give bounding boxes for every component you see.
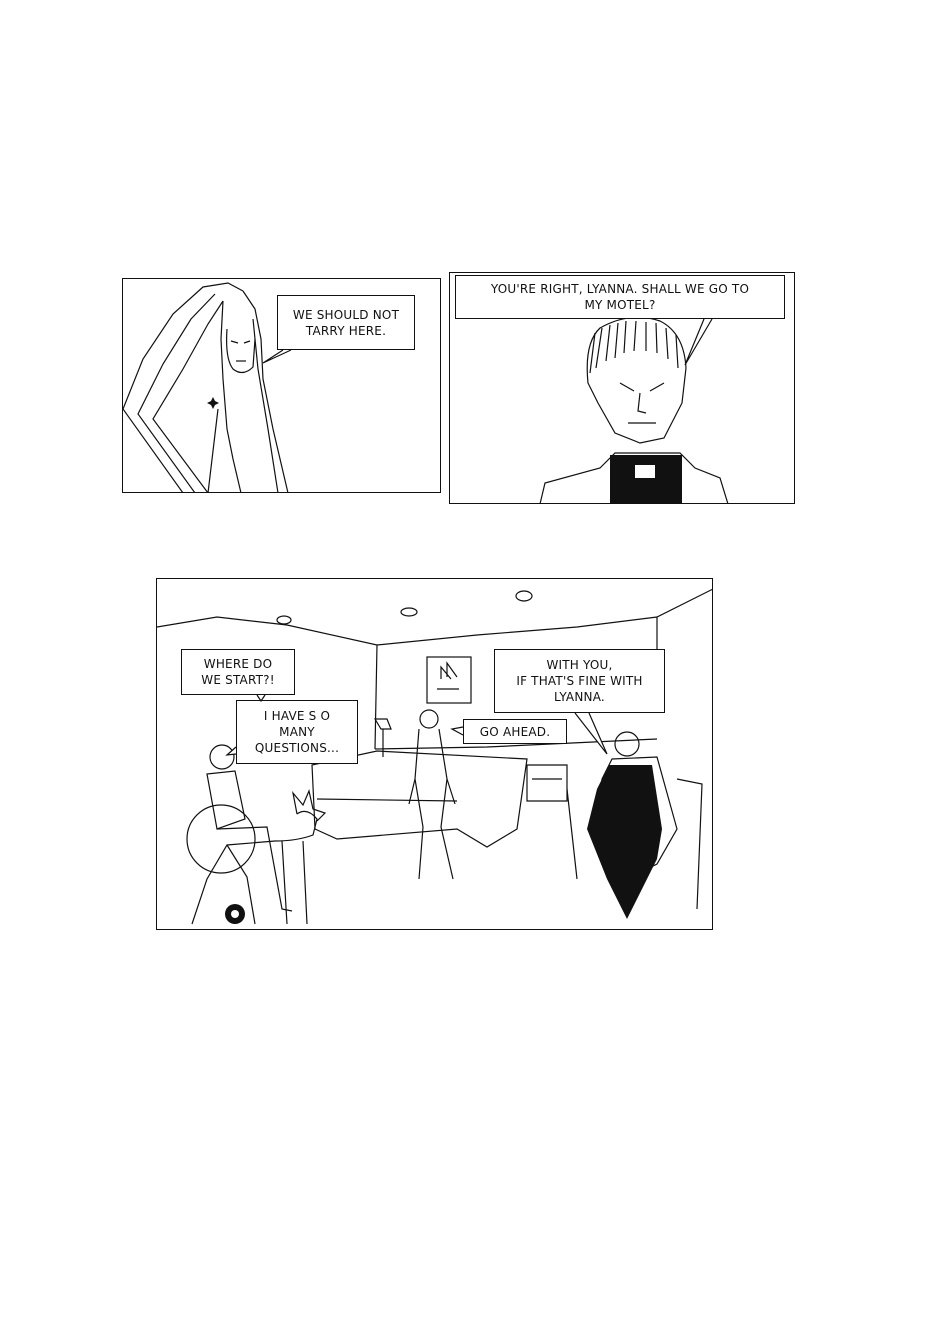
panel-motel-room (156, 578, 713, 930)
speech-bubble-where-do-we-start: WHERE DO WE START?! (181, 649, 295, 695)
speech-bubble-should-not-tarry: WE SHOULD NOT TARRY HERE. (277, 295, 415, 350)
speech-bubble-with-you: WITH YOU, IF THAT'S FINE WITH LYANNA. (494, 649, 665, 713)
speech-bubble-go-ahead: GO AHEAD. (463, 719, 567, 744)
panel-priest-closeup (449, 272, 795, 504)
speech-bubble-my-motel: YOU'RE RIGHT, LYANNA. SHALL WE GO TO MY MOTEL? (455, 275, 785, 319)
panel-lyanna-closeup (122, 278, 441, 493)
speech-bubble-so-many-questions: I HAVE S O MANY QUESTIONS... (236, 700, 358, 764)
